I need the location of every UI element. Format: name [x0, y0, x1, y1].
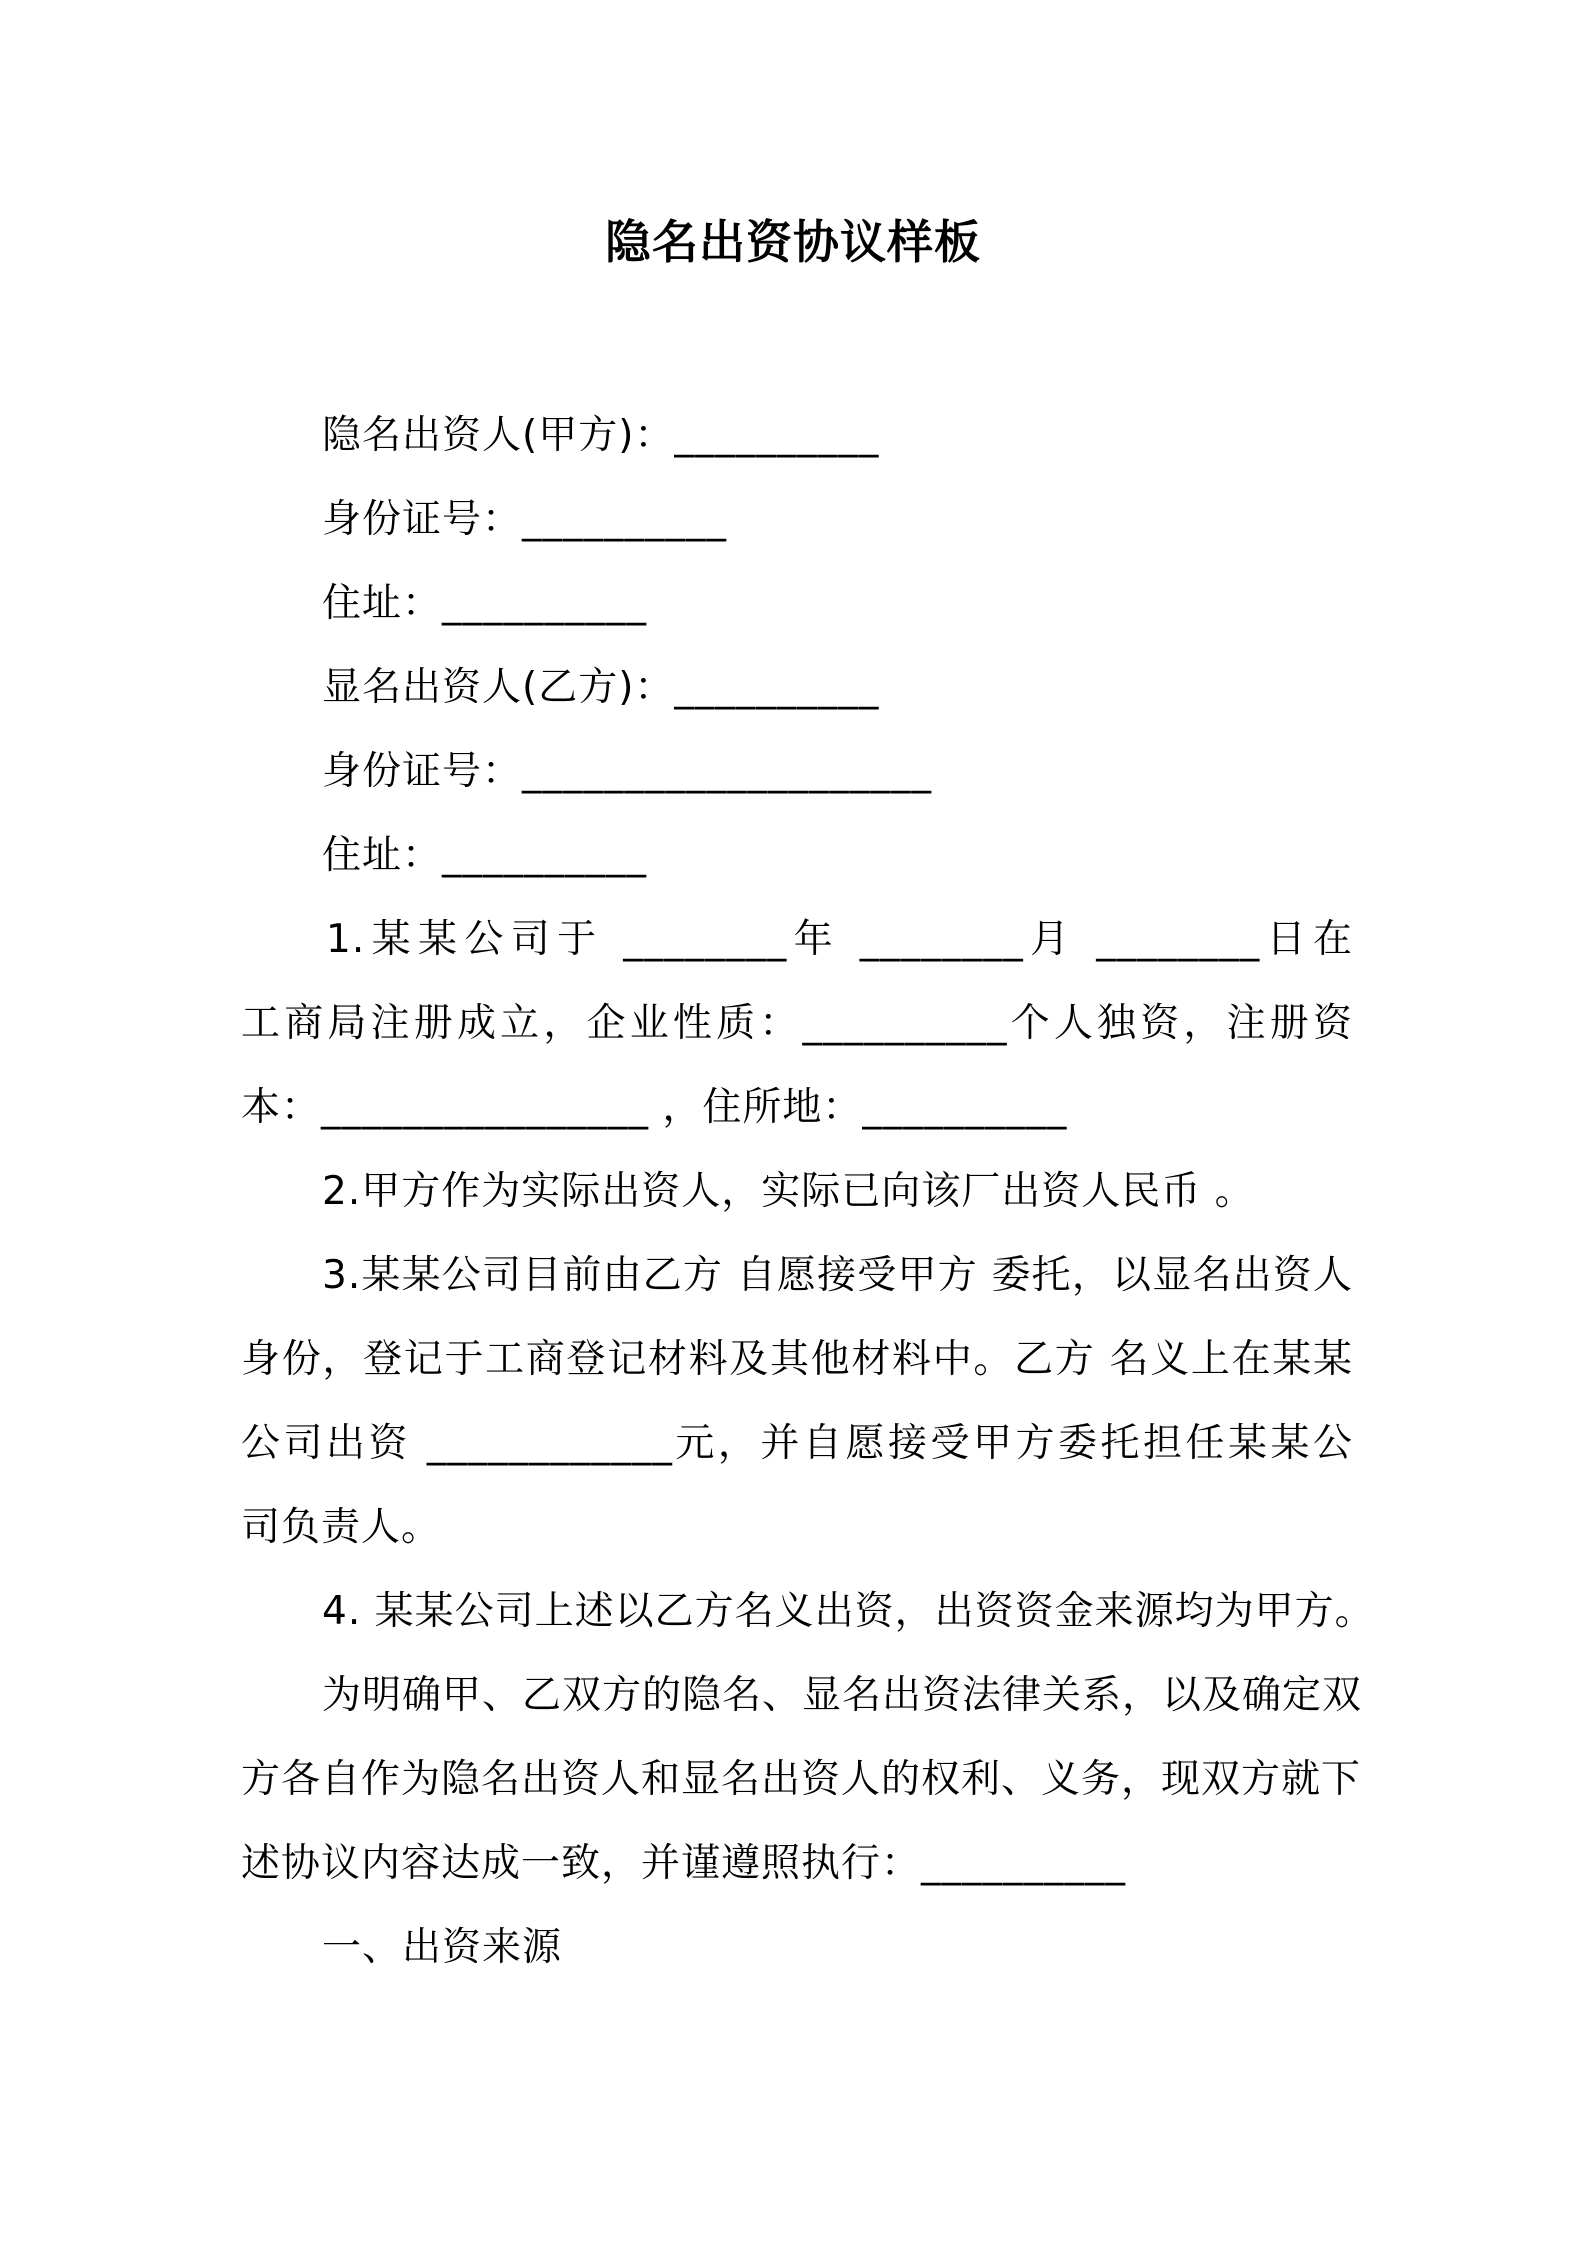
- clause-1-line-1: 1.某某公司于 ________年 ________月 ________日在: [326, 917, 1353, 962]
- party-b-id-line: 身份证号：____________________: [322, 749, 933, 794]
- clause-2-line: 2.甲方作为实际出资人，实际已向该厂出资人民币 。: [322, 1169, 1255, 1214]
- party-a-address-line: 住址：__________: [322, 581, 648, 626]
- clause-3-line-1: 3.某某公司目前由乙方 自愿接受甲方 委托，以显名出资人: [322, 1253, 1353, 1298]
- party-b-address-line: 住址：__________: [322, 833, 648, 878]
- purpose-line-2: 方各自作为隐名出资人和显名出资人的权利、义务，现双方就下: [241, 1757, 1362, 1802]
- clause-1-line-3: 本：________________ ，住所地：__________: [241, 1085, 1068, 1130]
- section-1-heading: 一、出资来源: [322, 1925, 563, 1970]
- clause-1-line-2: 工商局注册成立，企业性质：__________个人独资，注册资: [241, 1001, 1353, 1046]
- clause-3-line-4: 司负责人。: [241, 1505, 442, 1550]
- purpose-line-3: 述协议内容达成一致，并谨遵照执行：__________: [241, 1841, 1127, 1886]
- purpose-line-1: 为明确甲、乙双方的隐名、显名出资法律关系，以及确定双: [322, 1673, 1363, 1718]
- clause-3-line-2: 身份，登记于工商登记材料及其他材料中。乙方 名义上在某某: [241, 1337, 1353, 1382]
- party-a-name-line: 隐名出资人(甲方)：__________: [322, 413, 880, 458]
- clause-4-line: 4. 某某公司上述以乙方名义出资，出资资金来源均为甲方。: [322, 1589, 1375, 1634]
- party-a-id-line: 身份证号：__________: [322, 497, 728, 542]
- document-title: 隐名出资协议样板: [605, 215, 981, 269]
- party-b-name-line: 显名出资人(乙方)：__________: [322, 665, 880, 710]
- clause-3-line-3: 公司出资 ____________元，并自愿接受甲方委托担任某某公: [241, 1421, 1353, 1466]
